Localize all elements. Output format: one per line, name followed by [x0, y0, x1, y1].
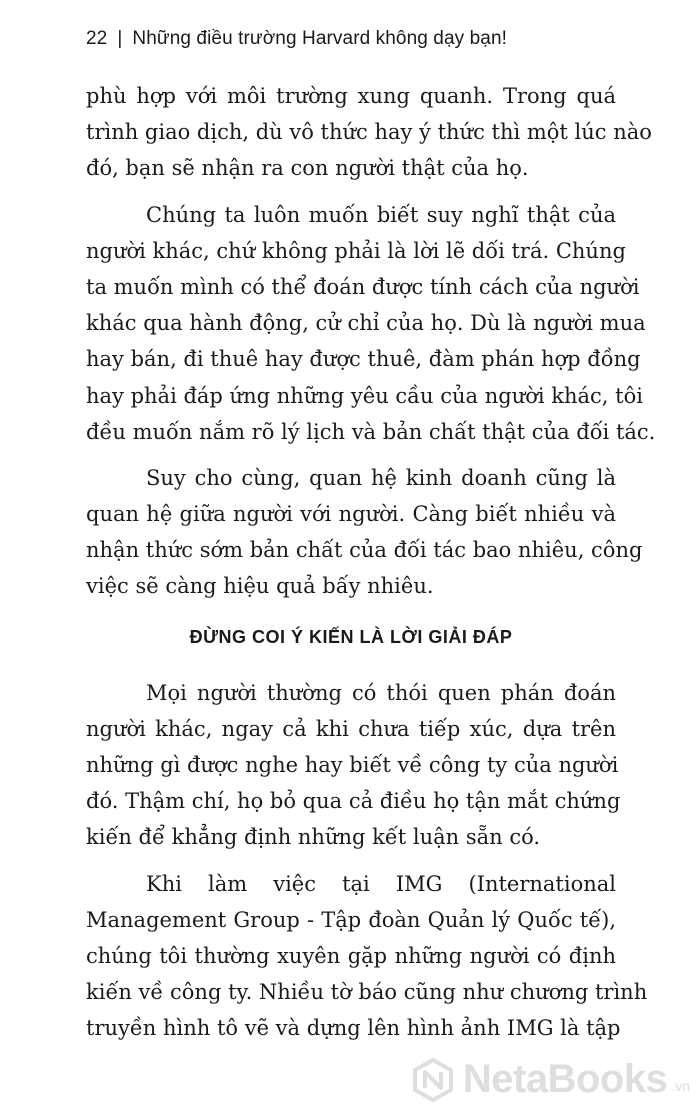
text-line: Management Group - Tập đoàn Quản lý Quốc tế), — [86, 907, 616, 932]
text-line: Chúng ta luôn muốn biết suy nghĩ thật của — [146, 202, 616, 227]
text-line: hay phải đáp ứng những yêu cầu của người khác, tôi — [86, 383, 643, 408]
paragraph — [86, 197, 656, 450]
text-line: truyền hình tô vẽ và dựng lên hình ảnh IMG là tập — [86, 1016, 621, 1041]
watermark — [411, 1057, 690, 1102]
header-separator: | — [117, 28, 123, 49]
netabooks-logo-icon — [411, 1058, 455, 1102]
text-line: người khác, ngay cả khi chưa tiếp xúc, dựa trên — [86, 716, 616, 741]
text-line: quan hệ giữa người với người. Càng biết nhiều và — [86, 502, 616, 527]
watermark-text: NetaBooks — [462, 1057, 668, 1101]
paragraph — [86, 460, 643, 605]
text-line: kiến để khẳng định những kết luận sẵn có. — [86, 825, 541, 850]
paragraph — [86, 866, 648, 1047]
running-header — [86, 28, 507, 50]
text-line: đó, bạn sẽ nhận ra con người thật của họ. — [86, 156, 529, 181]
watermark-suffix: .vn — [671, 1078, 690, 1094]
text-line: trình giao dịch, dù vô thức hay ý thức thì một lúc nào — [86, 120, 652, 145]
page-body — [86, 78, 656, 1047]
text-line: việc sẽ càng hiệu quả bấy nhiêu. — [86, 574, 434, 599]
text-line: kiến về công ty. Nhiều tờ báo cũng như chương trình — [86, 980, 648, 1005]
text-line: ta muốn mình có thể đoán được tính cách của người — [86, 274, 640, 299]
text-line: Suy cho cùng, quan hệ kinh doanh cũng là — [146, 465, 616, 490]
text-line: người khác, chứ không phải là lời lẽ dối trá. Chúng — [86, 238, 626, 263]
book-title: Những điều trường Harvard không dạy bạn! — [132, 28, 508, 49]
text-line: khác qua hành động, cử chỉ của họ. Dù là người mua — [86, 311, 646, 336]
text-line: nhận thức sớm bản chất của đối tác bao nhiêu, công — [86, 538, 643, 563]
paragraph — [86, 78, 652, 187]
text-line: hay bán, đi thuê hay được thuê, đàm phán hợp đồng — [86, 347, 641, 372]
text-line: phù hợp với môi trường xung quanh. Trong quá — [86, 84, 616, 108]
text-line: Mọi người thường có thói quen phán đoán — [146, 680, 616, 705]
text-line: đó. Thậm chí, họ bỏ qua cả điều họ tận mắt chứng — [86, 789, 621, 814]
text-line: những gì được nghe hay biết về công ty của người — [86, 753, 619, 777]
page-number: 22 — [86, 28, 108, 49]
paragraph — [86, 675, 621, 856]
text-line: đều muốn nắm rõ lý lịch và bản chất thật của đối tác. — [86, 419, 656, 444]
text-line: Khi làm việc tại IMG (International — [146, 871, 616, 896]
text-line: chúng tôi thường xuyên gặp những người có định — [86, 943, 616, 968]
section-heading: ĐỪNG COI Ý KIẾN LÀ LỜI GIẢI ĐÁP — [189, 626, 513, 647]
